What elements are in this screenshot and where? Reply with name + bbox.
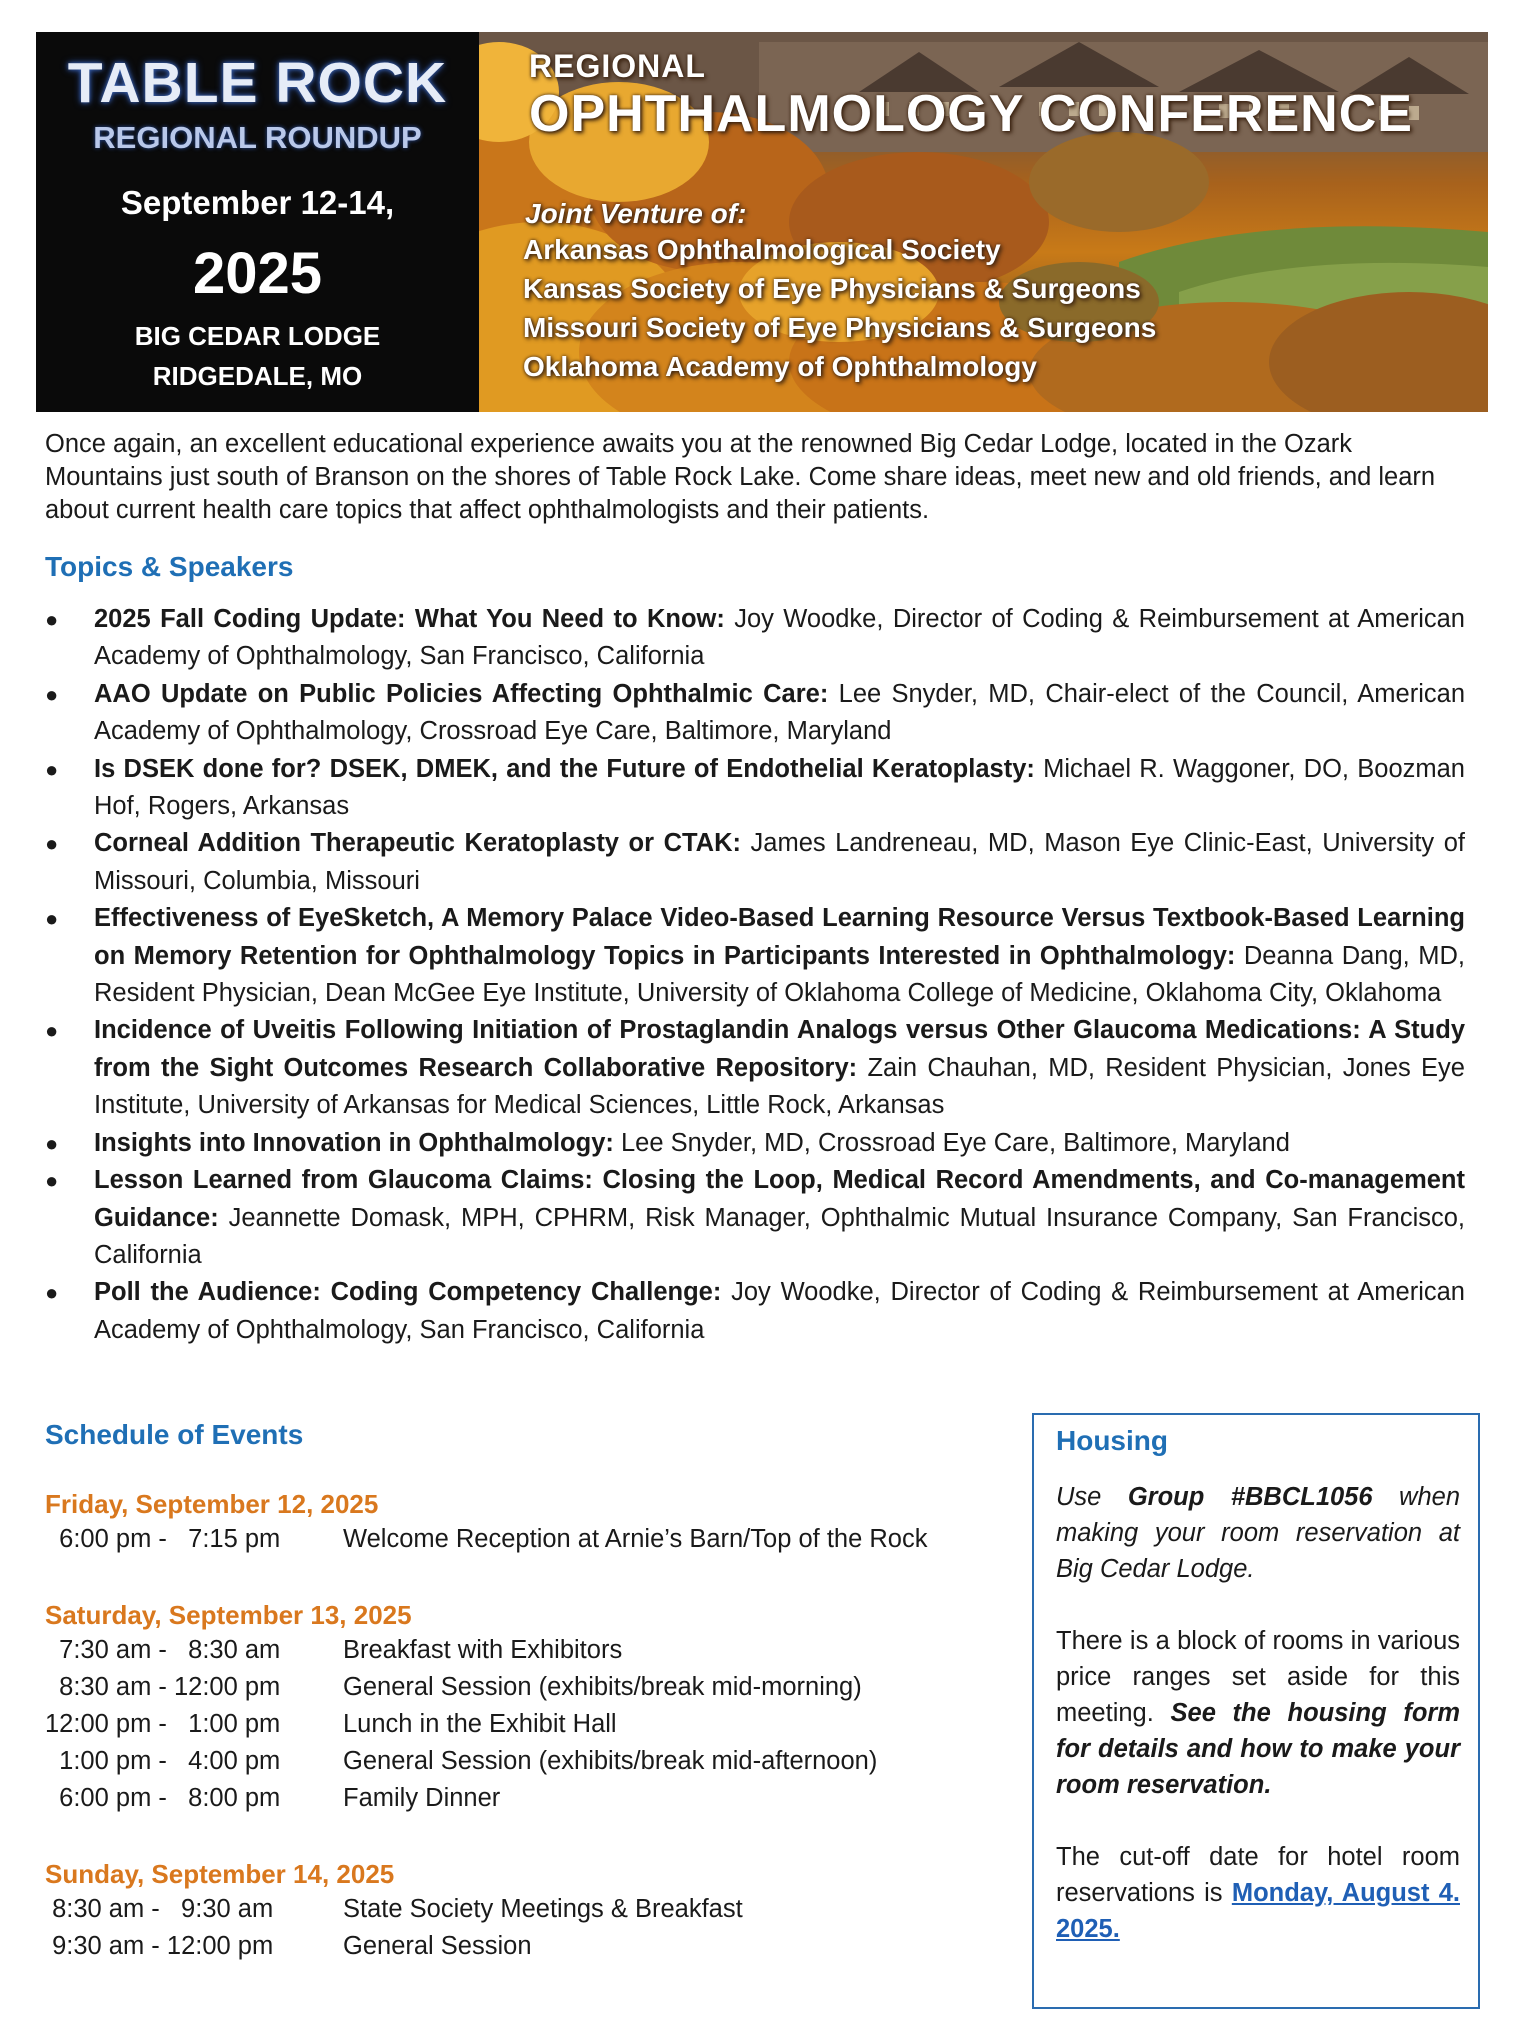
day-saturday: Saturday, September 13, 2025 <box>45 1600 412 1630</box>
event-time: 1:00 pm - 4:00 pm <box>45 1747 281 1775</box>
topic-item <box>45 676 1465 751</box>
event-desc: Breakfast with Exhibitors <box>343 1636 623 1664</box>
housing-block-text: There is a block of rooms in various price ranges set aside for this meeting. <box>1056 1627 1460 1727</box>
housing-cutoff-text: The cut-off date for hotel room reservations is <box>1056 1843 1460 1907</box>
banner-title: TABLE ROCK <box>67 51 448 115</box>
topic-item <box>45 751 1465 826</box>
topic-speaker: Jeannette Domask, MPH, CPHRM, Risk Manager, Ophthalmic Mutual Insurance Company, San Francisco, California <box>94 1203 1465 1269</box>
intro-paragraph: Once again, an excellent educational experience awaits you at the renowned Big Cedar Lodge, located in the Ozark Mountains just south of Branson on the shores of Table Rock Lake. Come share ideas, meet new and old friends, and learn about current health care topics that affect ophthalmologists and their patients. <box>45 430 1436 524</box>
topic-title: Is DSEK done for? DSEK, DMEK, and the Future of Endothelial Keratoplasty: <box>94 754 1035 783</box>
event-time: 6:00 pm - 8:00 pm <box>45 1784 281 1812</box>
bullet-icon: ● <box>45 607 59 632</box>
topic-item <box>45 825 1465 900</box>
bullet-icon: ● <box>45 831 59 857</box>
bullet-icon: ● <box>45 1280 59 1306</box>
bullet-icon: ● <box>45 906 59 932</box>
org-missouri: Missouri Society of Eye Physicians & Surgeons <box>523 312 1157 343</box>
topic-speaker: James Landreneau, MD, Mason Eye Clinic-East, University of Missouri, Columbia, Missouri <box>94 829 1465 895</box>
housing-heading: Housing <box>1056 1425 1168 1456</box>
topic-title: Insights into Innovation in Ophthalmology: <box>94 1128 614 1157</box>
housing-box <box>1032 1413 1480 2009</box>
event-desc: State Society Meetings & Breakfast <box>343 1895 743 1923</box>
banner-dates: September 12-14, <box>120 184 395 221</box>
banner-title-panel <box>36 32 479 412</box>
event-desc: Welcome Reception at Arnie’s Barn/Top of the Rock <box>343 1525 928 1553</box>
event-time: 12:00 pm - 1:00 pm <box>45 1710 281 1738</box>
topic-title: 2025 Fall Coding Update: What You Need to Know: <box>94 605 725 633</box>
event-time: 8:30 am - 12:00 pm <box>45 1673 281 1701</box>
schedule-heading: Schedule of Events <box>45 1419 304 1450</box>
event-time: 6:00 pm - 7:15 pm <box>45 1525 281 1553</box>
topic-title: Lesson Learned from Glaucoma Claims: Closing the Loop, Medical Record Amendments, and Co-management Guidance: <box>94 1166 1465 1232</box>
topics-list <box>45 601 1465 1349</box>
housing-use-text: Use <box>1056 1483 1128 1511</box>
topic-item <box>45 1162 1465 1274</box>
bullet-icon: ● <box>45 681 59 707</box>
topic-speaker: Joy Woodke, Director of Coding & Reimbursement at American Academy of Ophthalmology, San Francisco, California <box>94 605 1465 671</box>
topic-title: Corneal Addition Therapeutic Keratoplasty or CTAK: <box>94 829 741 858</box>
housing-form-note: See the housing form for details and how to make your room reservation. <box>1056 1699 1460 1799</box>
housing-group-paragraph <box>1056 1479 1460 1587</box>
topic-speaker: Joy Woodke, Director of Coding & Reimbursement at American Academy of Ophthalmology, San Francisco, California <box>94 1278 1465 1344</box>
bullet-icon: ● <box>45 1130 59 1156</box>
cutoff-date-link[interactable]: Monday, August 4. 2025. <box>1056 1879 1460 1943</box>
topic-title: Incidence of Uveitis Following Initiation of Prostaglandin Analogs versus Other Glaucoma Medications: A Study from the Sight Outcomes Research Collaborative Repository: <box>94 1016 1465 1082</box>
bullet-icon: ● <box>45 1168 59 1194</box>
topic-speaker: Deanna Dang, MD, Resident Physician, Dean McGee Eye Institute, University of Oklahoma College of Medicine, Oklahoma City, Oklahoma <box>94 941 1465 1008</box>
topic-item <box>45 1012 1465 1124</box>
event-time: 7:30 am - 8:30 am <box>45 1636 281 1664</box>
org-oklahoma: Oklahoma Academy of Ophthalmology <box>523 351 1037 382</box>
header-banner <box>36 32 1488 412</box>
topic-speaker: Zain Chauhan, MD, Resident Physician, Jones Eye Institute, University of Arkansas for Medical Sciences, Little Rock, Arkansas <box>94 1053 1465 1120</box>
topic-title: Effectiveness of EyeSketch, A Memory Palace Video-Based Learning Resource Versus Textbook-Based Learning on Memory Retention for Ophthalmology Topics in Participants Interested in Ophthalmology: <box>94 904 1465 970</box>
joint-venture-label: Joint Venture of: <box>525 198 747 229</box>
bullet-icon: ● <box>45 1018 59 1044</box>
housing-group-code: Group #BBCL1056 <box>1127 1483 1373 1511</box>
event-desc: Lunch in the Exhibit Hall <box>343 1710 617 1738</box>
event-time: 9:30 am - 12:00 pm <box>45 1932 274 1960</box>
banner-subtitle: REGIONAL ROUNDUP <box>93 120 422 155</box>
topic-item <box>45 1125 1465 1162</box>
event-desc: General Session (exhibits/break mid-morning) <box>343 1673 862 1701</box>
event-time: 8:30 am - 9:30 am <box>45 1895 274 1923</box>
topic-title: Poll the Audience: Coding Competency Challenge: <box>94 1278 722 1307</box>
topic-item <box>45 601 1465 676</box>
banner-venue <box>36 316 479 396</box>
topic-speaker: Michael R. Waggoner, DO, Boozman Hof, Rogers, Arkansas <box>94 754 1465 821</box>
banner-venue-location: RIDGEDALE, MO <box>152 361 363 391</box>
topics-heading: Topics & Speakers <box>45 551 294 582</box>
banner-regional-label: REGIONAL <box>529 48 706 84</box>
topic-item <box>45 900 1465 1012</box>
event-desc: General Session (exhibits/break mid-afternoon) <box>343 1747 878 1775</box>
banner-photo-panel <box>479 32 1488 412</box>
topic-item <box>45 1274 1465 1349</box>
day-friday: Friday, September 12, 2025 <box>45 1489 379 1519</box>
org-arkansas: Arkansas Ophthalmological Society <box>523 234 1001 265</box>
topic-title: AAO Update on Public Policies Affecting Ophthalmic Care: <box>94 679 829 708</box>
housing-cutoff-paragraph <box>1056 1839 1460 1947</box>
housing-block-paragraph <box>1056 1623 1460 1803</box>
topic-speaker: Lee Snyder, MD, Chair-elect of the Council, American Academy of Ophthalmology, Crossroad Eye Care, Baltimore, Maryland <box>94 679 1466 746</box>
day-sunday: Sunday, September 14, 2025 <box>45 1859 395 1889</box>
banner-year: 2025 <box>192 241 323 306</box>
org-kansas: Kansas Society of Eye Physicians & Surgeons <box>523 273 1141 304</box>
event-desc: Family Dinner <box>343 1784 501 1812</box>
banner-conference-title: OPHTHALMOLOGY CONFERENCE <box>529 85 1413 143</box>
event-desc: General Session <box>343 1932 532 1960</box>
housing-use-text-end: when making your room reservation at Big Cedar Lodge. <box>1056 1483 1461 1583</box>
banner-venue-name: BIG CEDAR LODGE <box>134 321 381 351</box>
topic-speaker: Lee Snyder, MD, Crossroad Eye Care, Baltimore, Maryland <box>613 1128 1290 1157</box>
bullet-icon: ● <box>45 756 59 782</box>
